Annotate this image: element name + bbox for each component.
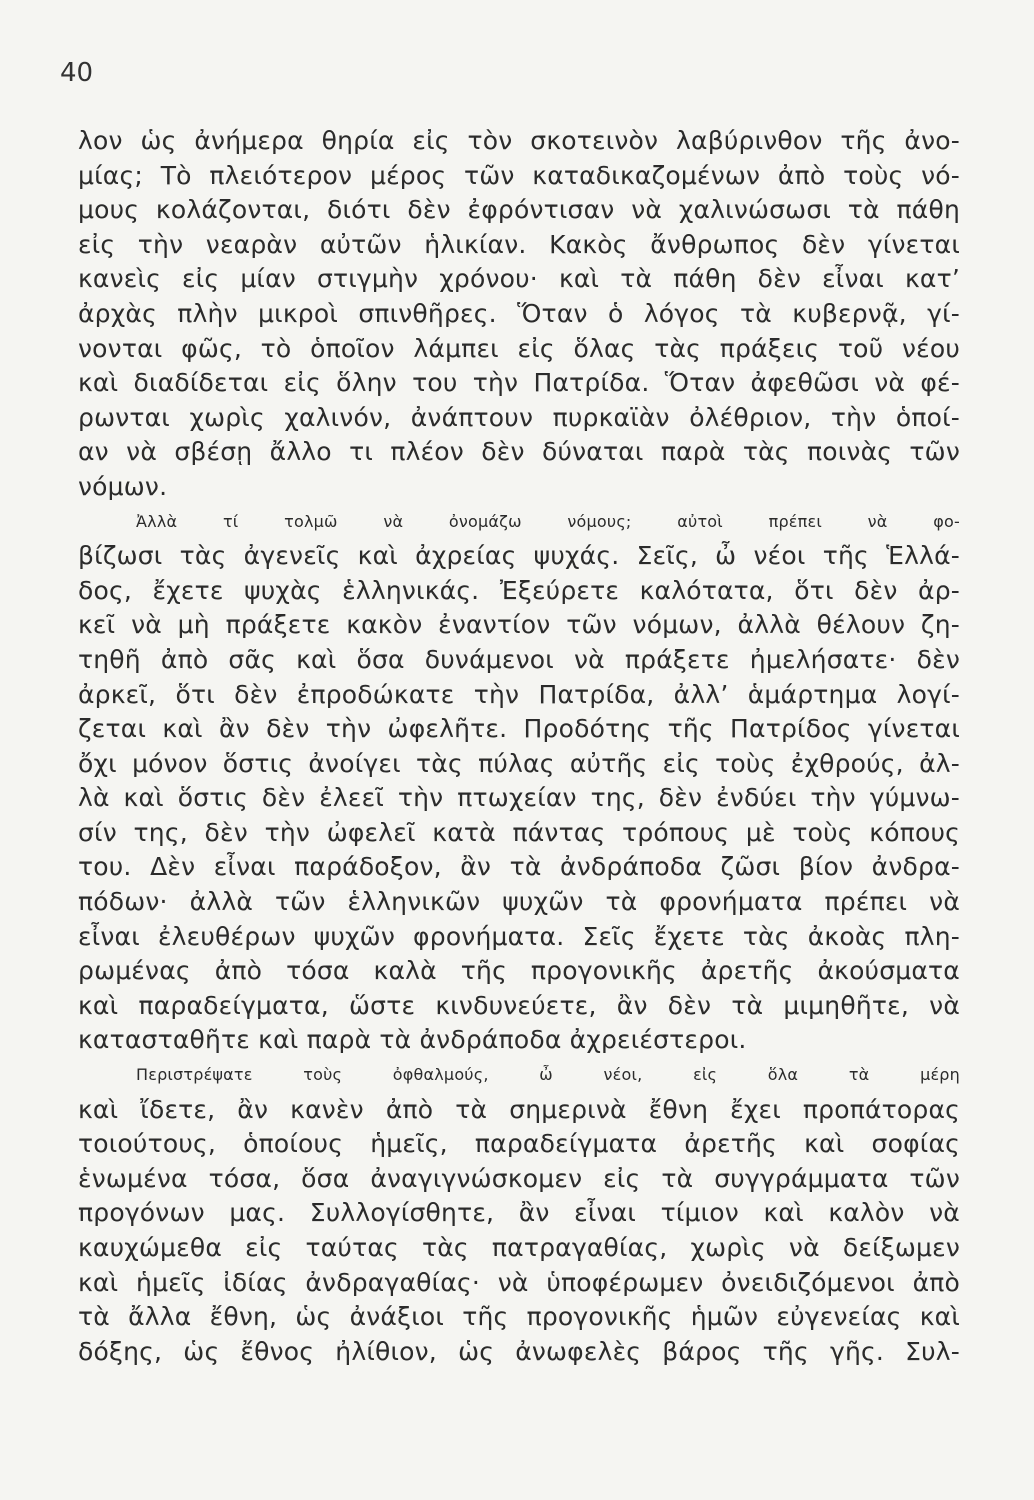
text-line: καὶ διαδίδεται εἰς ὅλην του τὴν Πατρίδα. Ὅταν ἀφεθῶσι νὰ φέ- <box>78 368 960 398</box>
text-line: εἶναι ἐλευθέρων ψυχῶν φρονήματα. Σεῖς ἔχετε τὰς ἀκοὰς πλη- <box>78 921 960 951</box>
text-line: λὰ καὶ ὅστις δὲν ἐλεεῖ τὴν πτωχείαν της, δὲν ἐνδύει τὴν γύμνω- <box>78 783 960 813</box>
text-line: σίν της, δὲν τὴν ὠφελεῖ κατὰ πάντας τρόπους μὲ τοὺς κόπους <box>78 817 960 847</box>
text-line: νονται φῶς, τὸ ὁποῖον λάμπει εἰς ὅλας τὰς πράξεις τοῦ νέου <box>78 333 960 363</box>
text-line: ρωνται χωρὶς χαλινόν, ἀνάπτουν πυρκαϊὰν ὀλέθριον, τὴν ὁποί- <box>78 402 960 432</box>
text-line: αν νὰ σβέσῃ ἄλλο τι πλέον δὲν δύναται παρὰ τὰς ποινὰς τῶν <box>78 437 960 467</box>
text-line: ρωμένας ἀπὸ τόσα καλὰ τῆς προγονικῆς ἀρετῆς ἀκούσματα <box>78 956 960 986</box>
text-line: ἀρκεῖ, ὅτι δὲν ἐπροδώκατε τὴν Πατρίδα, ἀλλ’ ἁμάρτημα λογί- <box>78 679 960 709</box>
page-number: 40 <box>60 58 94 88</box>
text-line: μους κολάζονται, διότι δὲν ἐφρόντισαν νὰ χαλινώσωσι τὰ πάθη <box>78 195 960 225</box>
text-line: μίας; Τὸ πλειότερον μέρος τῶν καταδικαζομένων ἀπὸ τοὺς νό- <box>78 160 960 190</box>
text-line: ὄχι μόνον ὅστις ἀνοίγει τὰς πύλας αὐτῆς εἰς τοὺς ἐχθρούς, ἀλ- <box>78 748 960 778</box>
text-line: εἰς τὴν νεαρὰν αὐτῶν ἡλικίαν. Κακὸς ἄνθρωπος δὲν γίνεται <box>78 229 960 259</box>
text-line: του. Δὲν εἶναι παράδοξον, ἂν τὰ ἀνδράποδα ζῶσι βίον ἀνδρα- <box>78 852 960 882</box>
text-line: καὶ ἴδετε, ἂν κανὲν ἀπὸ τὰ σημερινὰ ἔθνη ἔχει προπάτορας <box>78 1094 960 1124</box>
text-line: καυχώμεθα εἰς ταύτας τὰς πατραγαθίας, χωρὶς νὰ δείξωμεν <box>78 1233 960 1262</box>
text-line: νόμων. <box>78 471 168 501</box>
text-line: ἀρχὰς πλὴν μικροὶ σπινθῆρες. Ὅταν ὁ λόγος τὰ κυβερνᾷ, γί- <box>78 298 960 328</box>
text-line: προγόνων μας. Συλλογίσθητε, ἂν εἶναι τίμιον καὶ καλὸν νὰ <box>78 1198 960 1228</box>
text-line: πόδων· ἀλλὰ τῶν ἑλληνικῶν ψυχῶν τὰ φρονήματα πρέπει νὰ <box>78 887 960 917</box>
text-line: Περιστρέψατε τοὺς ὀφθαλμούς, ὦ νέοι, εἰς ὅλα τὰ μέρη <box>136 1065 960 1085</box>
text-line: Ἀλλὰ τί τολμῶ νὰ ὀνομάζω νόμους; αὐτοὶ πρέπει νὰ φο- <box>136 511 960 531</box>
text-line: καὶ παραδείγματα, ὥστε κινδυνεύετε, ἂν δὲν τὰ μιμηθῆτε, νὰ <box>78 990 960 1020</box>
text-line: βίζωσι τὰς ἀγενεῖς καὶ ἀχρείας ψυχάς. Σεῖς, ὦ νέοι τῆς Ἑλλά- <box>78 541 960 571</box>
text-line: τηθῆ ἀπὸ σᾶς καὶ ὅσα δυνάμενοι νὰ πράξετε ἠμελήσατε· δὲν <box>78 644 960 674</box>
text-line: καὶ ἡμεῖς ἰδίας ἀνδραγαθίας· νὰ ὑποφέρωμεν ὀνειδιζόμενοι ἀπὸ <box>78 1267 960 1297</box>
text-line: ἑνωμένα τόσα, ὅσα ἀναγιγνώσκομεν εἰς τὰ συγγράμματα τῶν <box>78 1163 960 1193</box>
text-line: κεῖ νὰ μὴ πράξετε κακὸν ἐναντίον τῶν νόμων, ἀλλὰ θέλουν ζη- <box>78 610 960 640</box>
text-line: τοιούτους, ὁποίους ἡμεῖς, παραδείγματα ἀρετῆς καὶ σοφίας <box>78 1129 960 1159</box>
text-line: δόξης, ὡς ἔθνος ἠλίθιον, ὡς ἀνωφελὲς βάρος τῆς γῆς. Συλ- <box>78 1336 960 1366</box>
body-text <box>78 124 960 1369</box>
text-line: τὰ ἄλλα ἔθνη, ὡς ἀνάξιοι τῆς προγονικῆς ἡμῶν εὐγενείας καὶ <box>78 1302 960 1332</box>
text-line: λον ὡς ἀνήμερα θηρία εἰς τὸν σκοτεινὸν λαβύρινθον τῆς ἀνο- <box>78 126 960 155</box>
text-line: κανεὶς εἰς μίαν στιγμὴν χρόνου· καὶ τὰ πάθη δὲν εἶναι κατ’ <box>78 264 960 294</box>
text-line: δος, ἔχετε ψυχὰς ἑλληνικάς. Ἐξεύρετε καλότατα, ὅτι δὲν ἀρ- <box>78 575 960 605</box>
text-line: κατασταθῆτε καὶ παρὰ τὰ ἀνδράποδα ἀχρειέστεροι. <box>78 1025 747 1055</box>
text-line: ζεται καὶ ἂν δὲν τὴν ὠφελῆτε. Προδότης τῆς Πατρίδος γίνεται <box>78 714 960 744</box>
